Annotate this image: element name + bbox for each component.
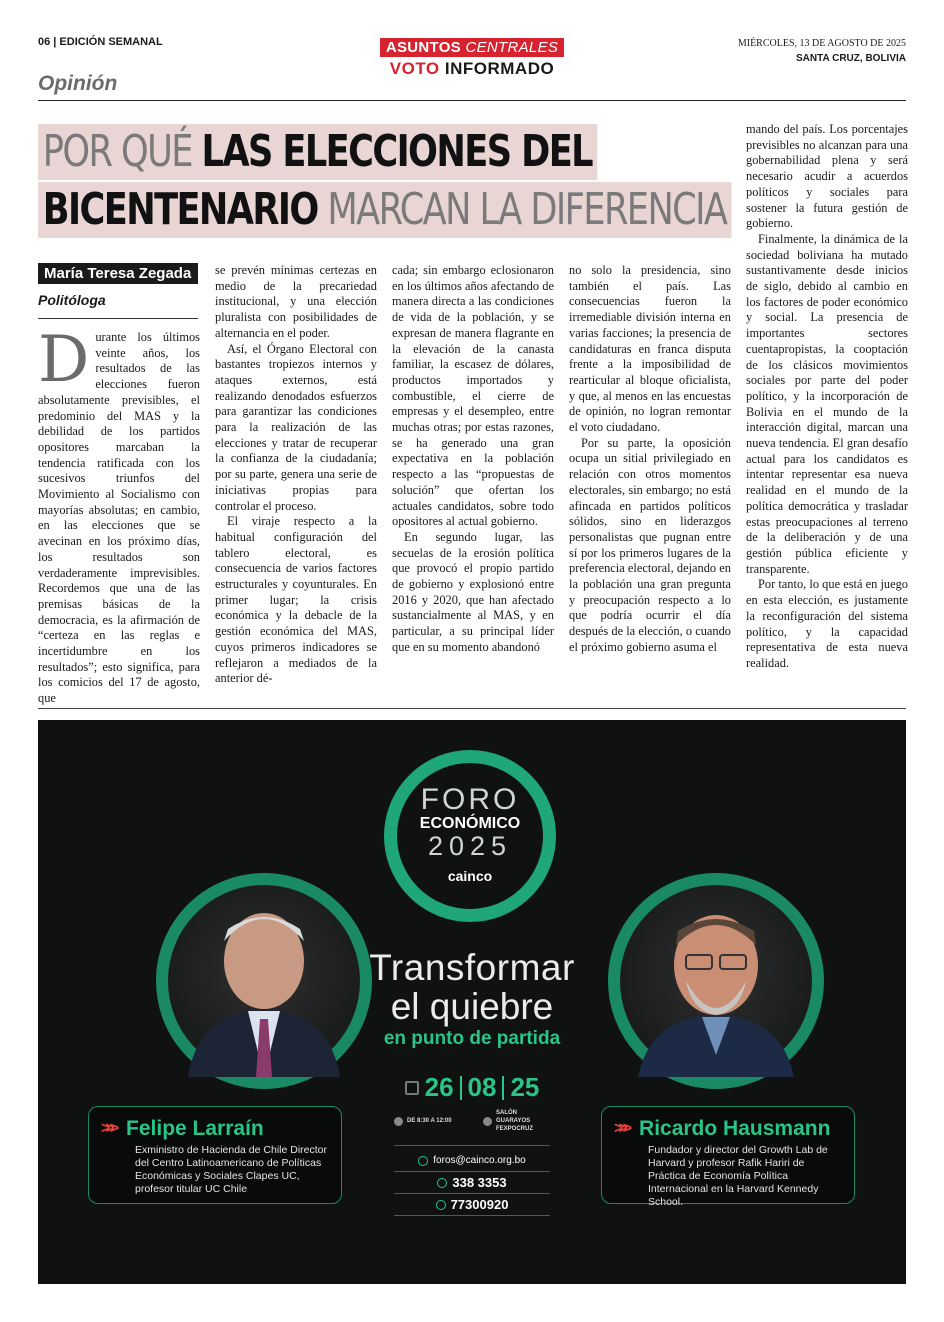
location-pin-icon <box>483 1117 492 1126</box>
speaker-name-left-text: Felipe Larraín <box>126 1117 264 1140</box>
headline-bold-2: BICENTENARIO <box>42 184 318 235</box>
author-role: Politóloga <box>38 292 106 308</box>
speaker-name-right-text: Ricardo Hausmann <box>639 1117 831 1140</box>
speaker-name-right <box>614 1117 842 1141</box>
article-paragraph: mando del país. Los porcentajes previsibles no alcanzan para una gobernabilidad plena y será necesario acudir a acuerdos políticos y sociales para sostener la futura gestión de gobierno. <box>746 122 908 231</box>
brand-sub-black: INFORMADO <box>444 59 555 78</box>
article-paragraph: Así, el Órgano Electoral con bastantes tropiezos internos y ataques externos, está realizando denodados esfuerzos para garantizar las condiciones para la realización de las elecciones y tratar de recuperar la confianza de la ciudadanía; por su parte, genera una serie de iniciativas propias para controlar el proceso. <box>215 341 377 513</box>
brand-sub-red: VOTO <box>389 59 440 78</box>
article-paragraph: no solo la presidencia, sino también el país. Las consecuencias fueron la irremediable división interna en varias facciones; la presencia de candidaturas en franca disputa frente a la imposibilidad de rearticular al bloque oficialista, y que, al menos en las encuestas de opinión, no logran remontar el voto ciudadano. <box>569 263 731 435</box>
date-separator <box>460 1076 462 1100</box>
brand-masthead <box>380 38 564 79</box>
headline-line-1 <box>38 124 597 180</box>
foro-economico: ECONÓMICO <box>419 815 521 832</box>
article-paragraph: El viraje respecto a la habitual configuración del tablero electoral, es consecuencia de varios factores estructurales y coyunturales. En primer lugar; la crisis económica y la debacle de la gestión económica del MAS, cuyos primeros indicadores se reflejaron a mediados de la anterior dé- <box>215 514 377 686</box>
tagline-line-3: en punto de partida <box>383 1028 561 1049</box>
article-column-1 <box>38 323 200 706</box>
cainco-logo: cainco <box>447 868 493 884</box>
header-divider <box>38 100 906 101</box>
article-column-3 <box>392 263 554 683</box>
speaker-photo-right <box>608 873 824 1089</box>
speaker-photo-left <box>156 873 372 1089</box>
article-paragraph: En segundo lugar, las secuelas de la erosión política que provocó el propio partido de gobierno y explosionó entre 2016 y 2020, que han afectado sustancialmente al MAS, y en particular, a su principal líder que en su momento abandonó <box>392 529 554 654</box>
calendar-icon <box>405 1081 419 1095</box>
event-venue-text: SALÓN GUARAYOS FEXPOCRUZ <box>496 1110 534 1132</box>
phone-2-text: 77300920 <box>450 1197 509 1212</box>
article-paragraph: Finalmente, la dinámica de la sociedad boliviana ha mutado sustantivamente desde inicios de siglo, debido al cambio en los factores de poder económico y social. La presencia de importantes sectores cuentapropistas, la cooptación de los clásicos movimientos sociales por parte del poder político, y la incorporación de Bolivia en el mundo de la interacción digital, marcan una nueva tendencia. El gran desafío actual para los candidatos es intentar representar esa nueva realidad en el mundo de la política democrática y trasladar estas preocupaciones al terreno de la deliberación y de una gestión pública eficiente y transparente. <box>746 231 908 576</box>
speaker-name-left <box>101 1117 329 1141</box>
drop-cap: D <box>38 323 90 397</box>
date-separator <box>502 1076 504 1100</box>
event-month: 08 <box>467 1072 497 1102</box>
speaker-desc-left: Exministro de Hacienda de Chile Director del Centro Latinoamericano de Políticas Económicas y Sociales Clapes UC, profesor titular UC Chile <box>135 1144 327 1195</box>
author-divider <box>38 318 198 319</box>
section-label: Opinión <box>38 72 118 95</box>
article-paragraph: Por tanto, lo que está en juego en esta elección, es justamente la reconfiguración del sistema político, y la capacidad representativa de esta nueva realidad. <box>746 577 908 670</box>
headline-bold-1: LAS ELECCIONES DEL <box>201 126 592 177</box>
article-paragraph: cada; sin embargo eclosionaron en los últimos años afectando de manera directa a las condiciones de vida de la población, y se expresan de manera flagrante en la elevación de la canasta familiar, la escasez de dólares, productos importados y combustible, el cierre de empresas y el desempleo, entre muchas otras; por estas razones, se ha generado una gran expectativa en la población respecto a las “propuestas de solución” que ofertan los actuales candidatos, sobre todo opositores al actual gobierno. <box>392 263 554 529</box>
tagline-line-1: Transformar <box>369 947 575 988</box>
article-column-2 <box>215 263 377 686</box>
event-day: 26 <box>424 1072 454 1102</box>
event-details <box>394 1072 550 1216</box>
clock-icon <box>394 1117 403 1126</box>
headline-light-2: MARCAN LA DIFERENCIA <box>327 184 727 235</box>
brand-italic: CENTRALES <box>465 39 559 56</box>
event-time-text: DE 8:30 A 12:00 <box>407 1118 452 1124</box>
speaker-avatar-icon <box>168 885 360 1077</box>
author-name: María Teresa Zegada <box>38 263 198 284</box>
event-advertisement[interactable] <box>38 720 906 1284</box>
contact-email[interactable] <box>394 1150 550 1172</box>
headline-light-1: POR QUÉ <box>42 126 192 177</box>
paragraph-text: urante los últimos veinte años, los resultados de las elecciones fueron absolutamente previsibles, el predominio del MAS y la debilidad de los partidos opositores marcaban la tendencia ratificada con los sucesivos triunfos del Movimiento al Socialismo con mayorías absolutas; en cambio, en las elecciones que se avecinan en los próximo días, los resultados son verdaderamente imprevisibles. Recordemos que una de las premisas básicas de la democracia, es la afirmación de “certeza en las reglas e incertidumbre en los resultados”; esto significa, para los comicios del 17 de agosto, que <box>38 330 200 706</box>
event-time <box>394 1109 452 1133</box>
article-paragraph: Por su parte, la oposición ocupa un sitial privilegiado en relación con otros momentos electorales, sin embargo; no está afincada en partidos políticos sólidos, sino en liderazgos personalistas que pugnan entre sí por los primeros lugares de la preferencia electoral, dejando en la población una gran pregunta y preocupación respecto a lo que podría ocurrir el día después de la elección, o cuando el próximo gobierno asuma el <box>569 435 731 654</box>
issue-date: MIÉRCOLES, 13 DE AGOSTO DE 2025 <box>737 38 906 49</box>
article-headline <box>38 124 727 240</box>
speaker-desc-right: Fundador y director del Growth Lab de Harvard y profesor Rafik Hariri de Práctica de Economía Política Internacional en la Harvard Kennedy School. <box>648 1144 828 1208</box>
article-end-divider <box>38 708 906 709</box>
event-time-venue <box>394 1109 550 1133</box>
speaker-card-left <box>88 1106 342 1204</box>
headline-line-2 <box>38 182 731 238</box>
email-icon <box>418 1156 428 1166</box>
contact-block <box>394 1145 550 1216</box>
page-section-label: 06 | EDICIÓN SEMANAL <box>38 36 163 48</box>
brand-main: ASUNTOS <box>385 39 461 56</box>
event-year: 25 <box>510 1072 540 1102</box>
whatsapp-icon <box>436 1200 446 1210</box>
event-venue <box>483 1109 550 1133</box>
brand-sub <box>380 59 564 79</box>
foro-year: 2025 <box>427 831 513 861</box>
phone-1-text: 338 3353 <box>452 1175 507 1190</box>
contact-phone-2[interactable] <box>394 1194 550 1216</box>
article-paragraph <box>38 323 200 707</box>
brand-box <box>380 38 564 57</box>
tagline-line-2: el quiebre <box>390 986 554 1027</box>
speaker-card-right <box>601 1106 855 1208</box>
whatsapp-icon <box>437 1178 447 1188</box>
foro-logo-ring <box>384 750 556 922</box>
chevrons-icon: >>> <box>101 1120 115 1137</box>
header-dateline <box>738 38 906 64</box>
chevrons-icon: >>> <box>614 1120 628 1137</box>
email-text: foros@cainco.org.bo <box>433 1155 526 1166</box>
foro-title: FORO <box>420 783 520 816</box>
ad-tagline <box>356 948 588 1050</box>
event-date <box>394 1072 550 1103</box>
contact-phone-1[interactable] <box>394 1172 550 1194</box>
article-column-4 <box>569 263 731 683</box>
article-paragraph: se prevén mínimas certezas en medio de la precariedad institucional, y una elección pluralista con posibilidades de alternancia en el poder. <box>215 263 377 340</box>
issue-location: SANTA CRUZ, BOLIVIA <box>796 53 906 64</box>
article-column-5 <box>746 122 908 685</box>
speaker-avatar-icon <box>620 885 812 1077</box>
